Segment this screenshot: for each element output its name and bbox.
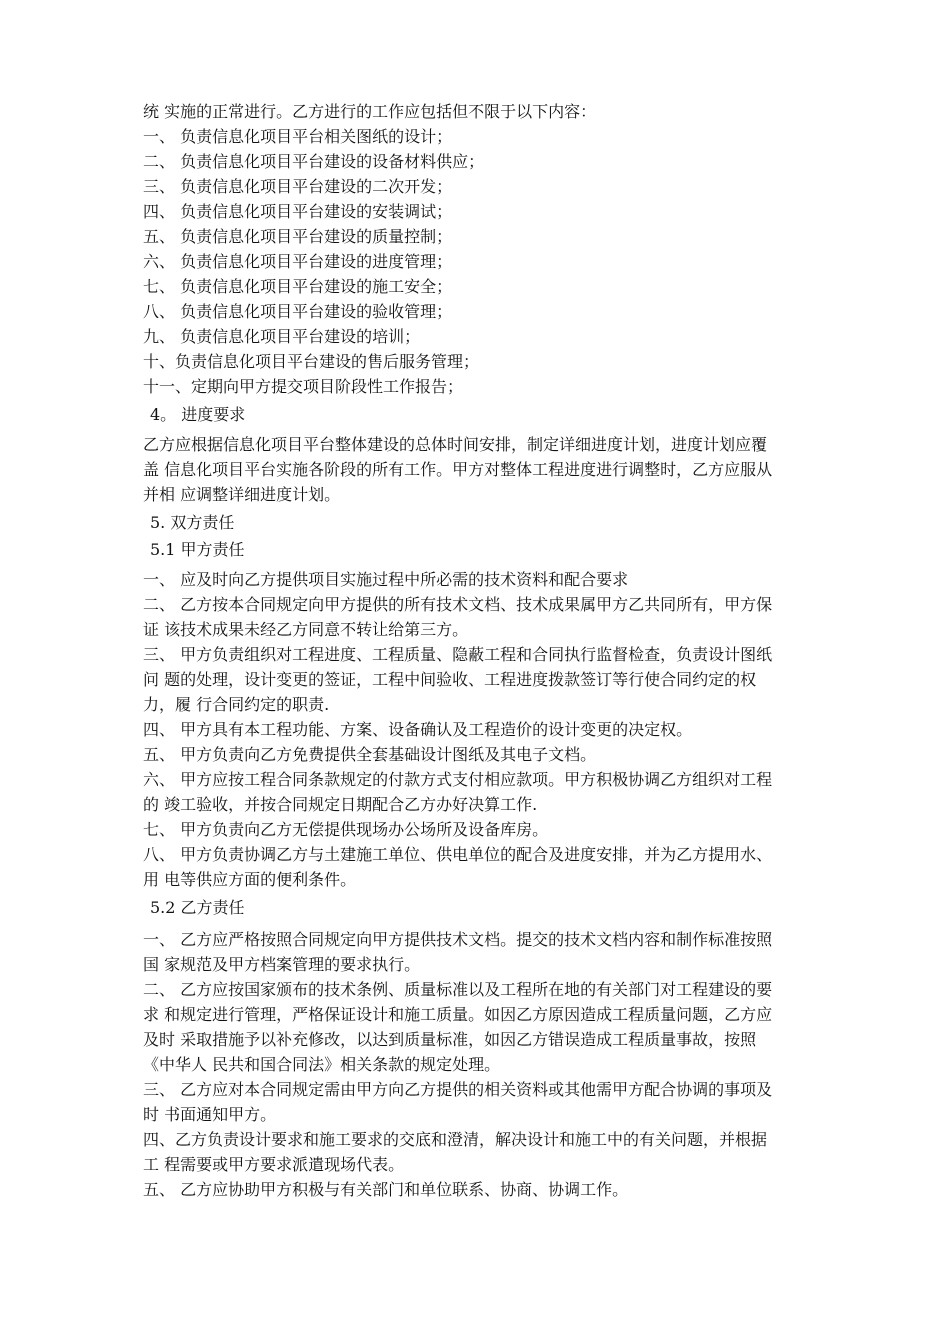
duty-line: 八、 甲方负责协调乙方与土建施工单位、供电单位的配合及进度安排，并为乙方提用水、 xyxy=(143,845,773,864)
duty-line: 用 电等供应方面的便利条件。 xyxy=(143,870,357,889)
scope-item: 五、 负责信息化项目平台建设的质量控制； xyxy=(143,227,453,246)
duty-line: 四、 甲方具有本工程功能、方案、设备确认及工程造价的设计变更的决定权。 xyxy=(143,720,693,739)
scope-item: 九、 负责信息化项目平台建设的培训； xyxy=(143,327,421,346)
duty-line: 一、 应及时向乙方提供项目实施过程中所必需的技术资料和配合要求 xyxy=(143,570,629,589)
duty-line: 求 和规定进行管理，严格保证设计和施工质量。如因乙方原因造成工程质量问题，乙方应 xyxy=(143,1005,773,1024)
duty-line: 力，履 行合同约定的职责. xyxy=(143,695,330,714)
duty-line: 一、 乙方应严格按照合同规定向甲方提供技术文档。提交的技术文档内容和制作标准按照 xyxy=(143,930,773,949)
duty-line: 三、 甲方负责组织对工程进度、工程质量、隐蔽工程和合同执行监督检查，负责设计图纸 xyxy=(143,645,773,664)
scope-item: 十、负责信息化项目平台建设的售后服务管理； xyxy=(143,352,480,371)
duty-line: 三、 乙方应对本合同规定需由甲方向乙方提供的相关资料或其他需甲方配合协调的事项及 xyxy=(143,1080,773,1099)
duty-line: 五、 乙方应协助甲方积极与有关部门和单位联系、协商、协调工作。 xyxy=(143,1180,629,1199)
scope-item: 三、 负责信息化项目平台建设的二次开发； xyxy=(143,177,453,196)
duty-line: 六、 甲方应按工程合同条款规定的付款方式支付相应款项。甲方积极协调乙方组织对工程 xyxy=(143,770,773,789)
duty-line: 证 该技术成果未经乙方同意不转让给第三方。 xyxy=(143,620,469,639)
section-heading: 5. 双方责任 xyxy=(150,513,235,532)
duty-line: 工 程需要或甲方要求派遣现场代表。 xyxy=(143,1155,405,1174)
duty-line: 国 家规范及甲方档案管理的要求执行。 xyxy=(143,955,421,974)
subsection-heading: 5.2 乙方责任 xyxy=(150,898,245,917)
scope-item: 七、 负责信息化项目平台建设的施工安全； xyxy=(143,277,453,296)
duty-line: 四、乙方负责设计要求和施工要求的交底和澄清，解决设计和施工中的有关问题，并根据 xyxy=(143,1130,768,1149)
scope-item: 一、 负责信息化项目平台相关图纸的设计； xyxy=(143,127,453,146)
duty-line: 的 竣工验收，并按合同规定日期配合乙方办好决算工作. xyxy=(143,795,538,814)
duty-line: 五、 甲方负责向乙方免费提供全套基础设计图纸及其电子文档。 xyxy=(143,745,597,764)
paragraph-line: 盖 信息化项目平台实施各阶段的所有工作。甲方对整体工程进度进行调整时，乙方应服从 xyxy=(143,460,773,479)
scope-item: 二、 负责信息化项目平台建设的设备材料供应； xyxy=(143,152,485,171)
duty-line: 七、 甲方负责向乙方无偿提供现场办公场所及设备库房。 xyxy=(143,820,549,839)
section-heading: 4。 进度要求 xyxy=(150,405,246,424)
duty-line: 二、 乙方应按国家颁布的技术条例、质量标准以及工程所在地的有关部门对工程建设的要 xyxy=(143,980,773,999)
subsection-heading: 5.1 甲方责任 xyxy=(150,540,245,559)
paragraph-line: 并相 应调整详细进度计划。 xyxy=(143,485,341,504)
duty-line: 问 题的处理，设计变更的签证，工程中间验收、工程进度拨款签订等行使合同约定的权 xyxy=(143,670,757,689)
intro-line: 统 实施的正常进行。乙方进行的工作应包括但不限于以下内容： xyxy=(143,102,597,121)
paragraph-line: 乙方应根据信息化项目平台整体建设的总体时间安排，制定详细进度计划，进度计划应覆 xyxy=(143,435,768,454)
scope-item: 十一、定期向甲方提交项目阶段性工作报告； xyxy=(143,377,464,396)
duty-line: 《中华人 民共和国合同法》相关条款的规定处理。 xyxy=(143,1055,501,1074)
scope-item: 八、 负责信息化项目平台建设的验收管理； xyxy=(143,302,453,321)
scope-item: 四、 负责信息化项目平台建设的安装调试； xyxy=(143,202,453,221)
scope-item: 六、 负责信息化项目平台建设的进度管理； xyxy=(143,252,453,271)
duty-line: 二、 乙方按本合同规定向甲方提供的所有技术文档、技术成果属甲方乙共同所有，甲方保 xyxy=(143,595,773,614)
duty-line: 及时 采取措施予以补充修改，以达到质量标准，如因乙方错误造成工程质量事故，按照 xyxy=(143,1030,757,1049)
duty-line: 时 书面通知甲方。 xyxy=(143,1105,277,1124)
